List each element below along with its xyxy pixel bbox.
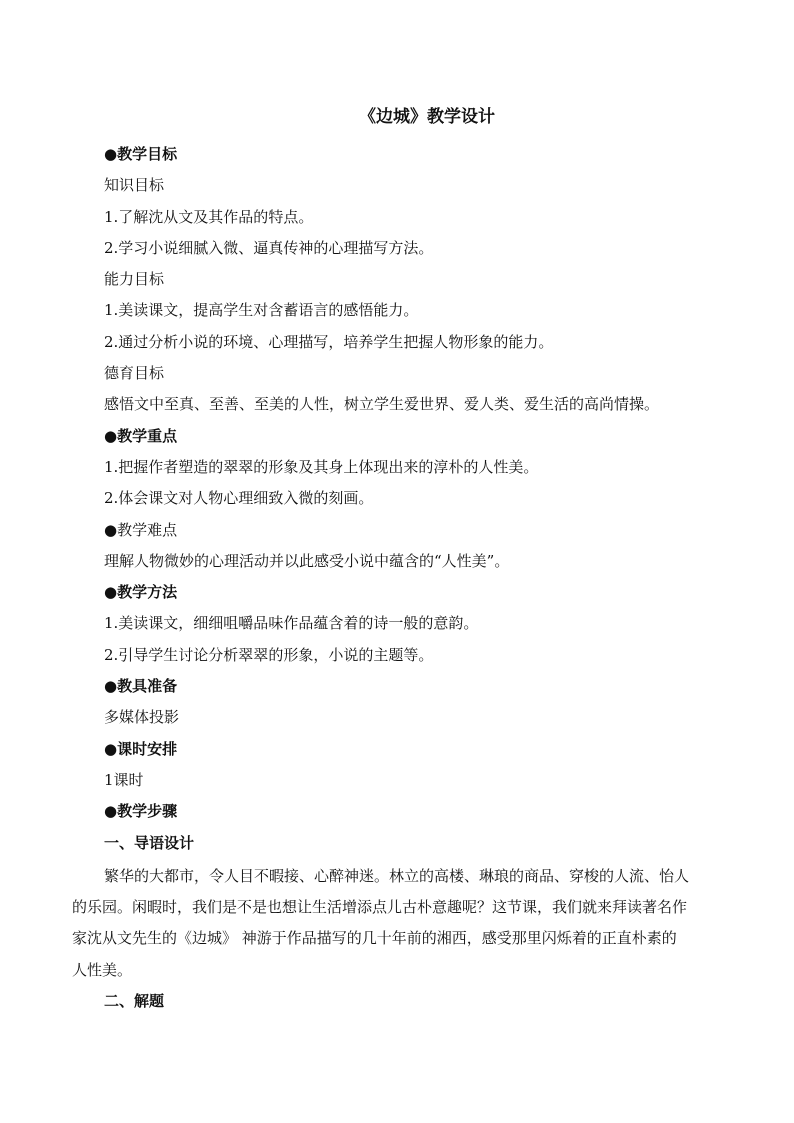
section-heading-difficulties: ●教学难点	[104, 520, 178, 539]
paragraph-line: 繁华的大都市，令人目不暇接、心醉神迷。林立的高楼、琳琅的商品、穿梭的人流、怡人	[104, 866, 690, 885]
subheading-ability: 能力目标	[104, 270, 165, 289]
subheading-moral: 德育目标	[104, 364, 165, 383]
paragraph-line: 人性美。	[72, 960, 133, 979]
body-line: 1.了解沈从文及其作品的特点。	[104, 207, 314, 226]
paragraph-line: 的乐园。闲暇时，我们是不是也想让生活增添点儿古朴意趣呢？这节课，我们就来拜读著名作	[72, 898, 688, 917]
subheading-knowledge: 知识目标	[104, 176, 165, 195]
section-heading-materials: ●教具准备	[104, 677, 178, 696]
body-line: 理解人物微妙的心理活动并以此感受小说中蕴含的“人性美”。	[104, 551, 510, 570]
body-line: 1.美读课文，提高学生对含蓄语言的感悟能力。	[104, 301, 419, 320]
body-line: 多媒体投影	[104, 708, 180, 727]
body-line: 感悟文中至真、至善、至美的人性，树立学生爱世界、爱人类、爱生活的高尚情操。	[104, 395, 660, 414]
body-line: 1.美读课文，细细咀嚼品味作品蕴含着的诗一般的意韵。	[104, 614, 479, 633]
section-heading-methods: ●教学方法	[104, 583, 178, 602]
body-line: 1课时	[104, 770, 144, 789]
document-title: 《边城》教学设计	[359, 107, 495, 127]
section-heading-schedule: ●课时安排	[104, 739, 178, 758]
body-line: 2.通过分析小说的环境、心理描写，培养学生把握人物形象的能力。	[104, 332, 554, 351]
section-heading-key-points: ●教学重点	[104, 426, 178, 445]
paragraph-line: 家沈从文先生的《边城》 神游于作品描写的几十年前的湘西，感受那里闪烁着的正直朴素的	[72, 929, 677, 948]
intro-paragraph	[72, 861, 724, 986]
body-line: 2.学习小说细腻入微、逼真传神的心理描写方法。	[104, 238, 434, 257]
body-line: 2.体会课文对人物心理细致入微的刻画。	[104, 489, 374, 508]
body-line: 1.把握作者塑造的翠翠的形象及其身上体现出来的淳朴的人性美。	[104, 457, 539, 476]
section-heading-steps: ●教学步骤	[104, 802, 178, 821]
step-heading-interpretation: 二、解题	[104, 992, 165, 1011]
body-line: 2.引导学生讨论分析翠翠的形象，小说的主题等。	[104, 645, 434, 664]
section-heading-objectives: ●教学目标	[104, 145, 178, 163]
document-body	[72, 141, 724, 1019]
step-heading-intro: 一、导语设计	[104, 833, 195, 852]
